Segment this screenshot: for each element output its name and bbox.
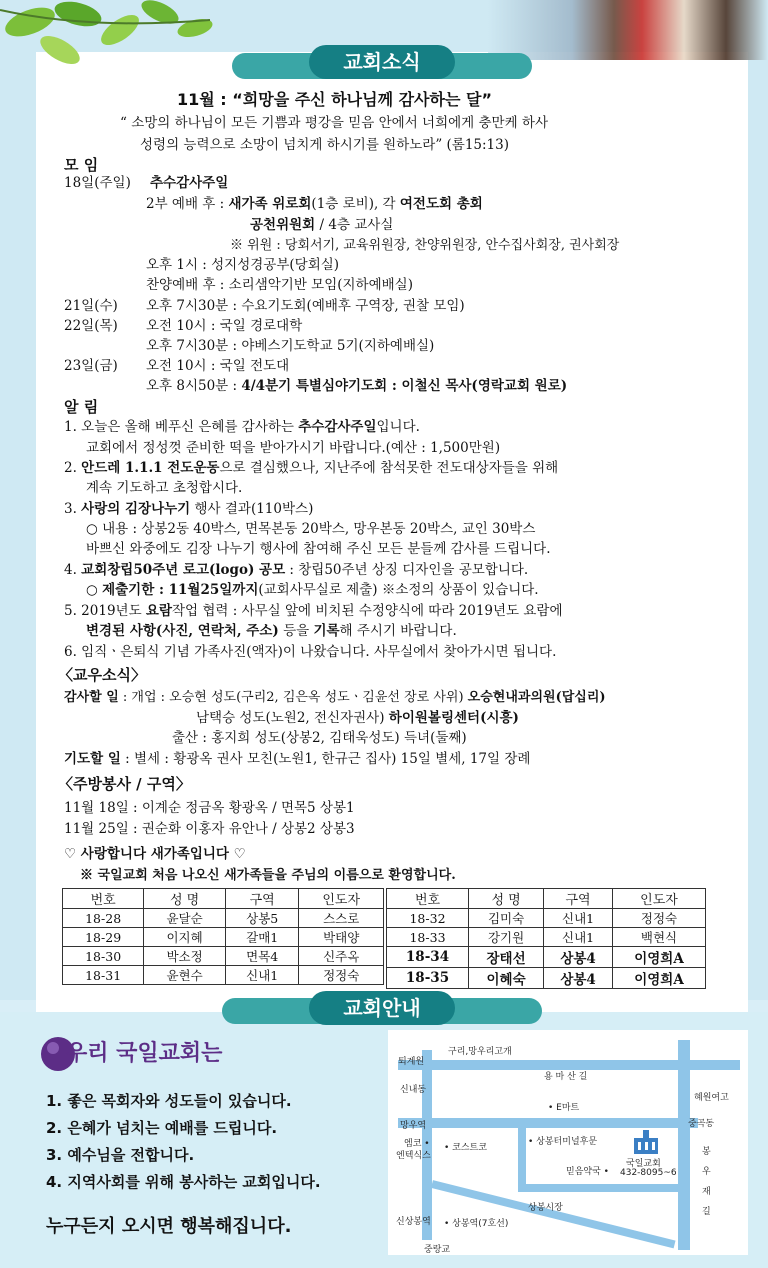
table-cell: 백현식	[613, 928, 706, 947]
church-location-map	[388, 1030, 748, 1255]
notice-text: : 창립50주년 상징 디자인을 공모합니다.	[285, 562, 529, 578]
map-label: 용 마 산 길	[544, 1072, 588, 1082]
table-cell: 상봉5	[225, 909, 298, 928]
newcomers-table-right	[386, 888, 706, 989]
meeting-day: 22일(목)	[64, 318, 118, 334]
map-label: 믿음약국 •	[566, 1167, 609, 1177]
column-header: 인도자	[613, 889, 706, 909]
meeting-text-bold: 공천위원회	[250, 217, 316, 233]
table-cell: 박소정	[144, 947, 226, 966]
road-junggok	[398, 1118, 698, 1128]
road-inner-vertical	[518, 1128, 526, 1188]
map-label: 우	[702, 1167, 711, 1177]
notice-text-bold: 제출기한 : 11월25일까지	[102, 582, 259, 598]
member-text-bold: 하이원볼링센터(시흥)	[388, 710, 519, 726]
table-cell: 강기원	[469, 928, 544, 947]
meeting-text: 오후 8시50분 :	[146, 378, 242, 394]
meeting-day: 23일(금)	[64, 358, 118, 374]
notice-text: (교회사무실로 제출) ※소정의 상품이 있습니다.	[258, 582, 539, 598]
table-cell: 18-33	[387, 928, 469, 947]
table-row	[63, 909, 384, 928]
month-theme-title: 11월 : “희망을 주신 하나님께 감사하는 달”	[177, 90, 492, 109]
meeting-text: (1층 로비), 각	[311, 196, 400, 212]
notice-text: 2.	[64, 460, 82, 476]
intro-item: 1. 좋은 목회자와 성도들이 있습니다.	[46, 1092, 292, 1110]
column-header: 성 명	[144, 889, 226, 909]
table-cell: 신내1	[544, 928, 613, 947]
church-building-icon	[632, 1130, 660, 1154]
notice-text: 4.	[64, 562, 82, 578]
table-cell: 정정숙	[299, 966, 384, 985]
map-label-church: 국일교회	[626, 1159, 661, 1169]
notice-text: 3.	[64, 501, 82, 517]
table-cell: 정정숙	[613, 909, 706, 928]
meeting-day: 18일(주일)	[64, 175, 131, 191]
table-cell: 상봉4	[544, 947, 613, 968]
service-line: 11월 18일 : 이계순 정금옥 황광옥 / 면목5 상봉1	[64, 800, 355, 816]
meeting-text-bold: 4/4분기 특별심야기도회 : 이철신 목사(영락교회 원로)	[241, 378, 568, 394]
column-header: 번호	[387, 889, 469, 909]
table-row	[387, 968, 706, 989]
table-row	[63, 928, 384, 947]
table-cell: 장태선	[469, 947, 544, 968]
column-header: 구역	[225, 889, 298, 909]
notice-line	[86, 581, 539, 600]
map-label: 엔텍식스	[396, 1151, 431, 1161]
table-cell: 상봉4	[544, 968, 613, 989]
notice-line: 6. 임직ㆍ은퇴식 기념 가족사진(액자)이 나왔습니다. 사무실에서 찾아가시면 됩니다.	[64, 644, 557, 660]
notice-line	[64, 459, 558, 478]
table-cell: 이혜숙	[469, 968, 544, 989]
intro-item: 4. 지역사회를 위해 봉사하는 교회입니다.	[46, 1173, 321, 1191]
table-row	[387, 909, 706, 928]
map-label: 혜원여고	[694, 1093, 729, 1103]
map-label: 상봉시장	[528, 1203, 563, 1213]
notice-text-bold: 변경된 사항(사진, 연락처, 주소)	[86, 623, 279, 639]
table-cell: 스스로	[299, 909, 384, 928]
service-line: 11월 25일 : 권순화 이홍자 유안나 / 상봉2 상봉3	[64, 821, 355, 837]
table-cell: 18-28	[63, 909, 144, 928]
meeting-text: / 4층 교사실	[315, 217, 394, 233]
table-cell: 면목4	[225, 947, 298, 966]
notice-text-bold: 안드레 1.1.1 전도운동	[81, 460, 220, 476]
notice-text: 등을	[278, 623, 314, 639]
intro-item: 2. 은혜가 넘치는 예배를 드립니다.	[46, 1119, 278, 1137]
meeting-line: 오후 7시30분 : 야베스기도학교 5기(지하예배실)	[146, 338, 435, 354]
member-line: 출산 : 홍지희 성도(상봉2, 김태욱성도) 득녀(둘째)	[172, 730, 467, 746]
notice-text: 으로 결심했으나, 지난주에 참석못한 전도대상자들을 위해	[219, 460, 559, 476]
member-text: 남택승 성도(노원2, 전신자권사)	[196, 710, 389, 726]
table-cell: 갈매1	[225, 928, 298, 947]
notice-line: 바쁘신 와중에도 김장 나누기 행사에 참여해 주신 모든 분들께 감사를 드립니다.	[86, 541, 551, 557]
table-row	[63, 966, 384, 985]
meeting-line	[146, 377, 567, 396]
meeting-text: 2부 예배 후 :	[146, 196, 229, 212]
meetings-heading: 모 임	[64, 156, 99, 174]
meeting-line: 찬양예배 후 : 소리샘악기반 모임(지하예배실)	[146, 277, 413, 293]
table-cell: 신내1	[544, 909, 613, 928]
newcomers-heading: ♡ 사랑합니다 새가족입니다 ♡	[64, 846, 246, 862]
table-cell: 박태양	[299, 928, 384, 947]
road-sangbong-market	[518, 1184, 678, 1192]
intro-closing: 누구든지 오시면 행복해집니다.	[46, 1216, 292, 1237]
table-cell: 이영희A	[613, 947, 706, 968]
news-section-title: 교회소식	[309, 45, 455, 79]
meeting-text-bold: 새가족 위로회	[228, 196, 312, 212]
table-cell: 윤현수	[144, 966, 226, 985]
meeting-line	[250, 216, 393, 235]
map-label: 중랑교	[424, 1245, 451, 1255]
table-cell: 18-35	[387, 968, 469, 989]
notice-text-bold: 기록	[313, 623, 340, 639]
map-label: • 상봉터미널후문	[528, 1137, 598, 1147]
member-text-bold: 오승현내과의원(답십리)	[467, 690, 606, 705]
map-label: • E마트	[548, 1103, 580, 1113]
map-label: 신상봉역	[396, 1217, 431, 1227]
table-cell: 이영희A	[613, 968, 706, 989]
map-label: 구리,망우리고개	[448, 1047, 512, 1057]
table-row	[387, 928, 706, 947]
notice-line: 계속 기도하고 초청합시다.	[86, 480, 243, 496]
map-label: • 상봉역(7호선)	[444, 1219, 509, 1229]
meeting-line: ※ 위원 : 당회서기, 교육위원장, 찬양위원장, 안수집사회장, 권사회장	[230, 238, 620, 253]
members-heading: 〈교우소식〉	[58, 666, 146, 684]
notice-line	[64, 500, 313, 519]
road-right-vertical	[678, 1040, 690, 1250]
meeting-day: 21일(수)	[64, 298, 118, 314]
notice-text-bold: 교회창립50주년 로고(logo) 공모	[81, 562, 286, 578]
intro-item: 3. 예수님을 전합니다.	[46, 1146, 195, 1164]
table-cell: 18-30	[63, 947, 144, 966]
notice-line	[64, 418, 420, 437]
notice-text: 행사 결과(110박스)	[190, 501, 314, 517]
map-label: • 코스트코	[444, 1143, 487, 1153]
notice-text: 작업 협력 : 사무실 앞에 비치된 수정양식에 따라 2019년도 요람에	[172, 603, 563, 619]
column-header: 구역	[544, 889, 613, 909]
newcomers-table-left	[62, 888, 384, 985]
map-label: 봉	[702, 1147, 711, 1157]
column-header: 번호	[63, 889, 144, 909]
notice-text-bold: 요람	[145, 603, 172, 619]
member-text: : 개업 : 오승현 성도(구리2, 김은옥 성도ㆍ김윤선 장로 사위)	[118, 690, 468, 705]
meeting-line: 오후 1시 : 성지성경공부(당회실)	[146, 257, 340, 273]
member-line	[64, 750, 530, 769]
meeting-line	[146, 195, 483, 214]
table-cell: 18-32	[387, 909, 469, 928]
verse-line-1: “ 소망의 하나님이 모든 기쁨과 평강을 믿음 안에서 너희에게 충만케 하사	[120, 115, 549, 131]
table-row	[63, 947, 384, 966]
notice-text: ○	[86, 582, 103, 598]
map-label: 망우역	[400, 1121, 427, 1131]
table-cell: 18-34	[387, 947, 469, 968]
intro-heading: 우리 국일교회는	[66, 1041, 223, 1066]
table-cell: 18-29	[63, 928, 144, 947]
guide-section-title: 교회안내	[309, 991, 455, 1025]
service-heading: 〈주방봉사 / 구역〉	[58, 775, 191, 793]
table-row	[387, 947, 706, 968]
meeting-line: 오전 10시 : 국일 전도대	[146, 358, 290, 374]
notice-text: 5. 2019년도	[64, 603, 146, 619]
map-label: 중곡동	[688, 1119, 715, 1129]
notice-text: 입니다.	[376, 419, 420, 435]
notice-text-bold: 추수감사주일	[298, 419, 377, 435]
map-label: 신내동	[400, 1085, 427, 1095]
table-cell: 18-31	[63, 966, 144, 985]
notice-line: 교회에서 정성껏 준비한 떡을 받아가시기 바랍니다.(예산 : 1,500만원)	[86, 440, 501, 456]
member-line	[196, 709, 519, 728]
meeting-text: 추수감사주일	[150, 175, 229, 191]
notice-text-bold: 사랑의 김장나누기	[81, 501, 191, 517]
notice-text: 해 주시기 바랍니다.	[339, 623, 457, 639]
meeting-line: 오후 7시30분 : 수요기도회(예배후 구역장, 권찰 모임)	[146, 298, 465, 314]
table-cell: 김미숙	[469, 909, 544, 928]
meeting-line: 오전 10시 : 국일 경로대학	[146, 318, 303, 334]
map-label: 엠코 •	[404, 1139, 430, 1149]
map-label: 퇴계원	[398, 1057, 425, 1067]
notices-heading: 알 림	[64, 398, 99, 416]
leaves-decoration	[0, 0, 230, 80]
meeting-text-bold: 여전도회 총회	[399, 196, 483, 212]
member-text-bold: 기도할 일	[64, 751, 121, 767]
notice-line	[86, 622, 457, 641]
map-label: 재	[702, 1187, 711, 1197]
member-text-bold: 감사할 일	[64, 690, 119, 705]
table-cell: 윤달순	[144, 909, 226, 928]
choir-photo	[488, 0, 768, 60]
member-line	[64, 688, 606, 707]
verse-line-2: 성령의 능력으로 소망이 넘치게 하시기를 원하노라” (롬15:13)	[140, 137, 509, 153]
notice-text: 1. 오늘은 올해 베푸신 은혜를 감사하는	[64, 419, 299, 435]
table-cell: 신주옥	[299, 947, 384, 966]
column-header: 성 명	[469, 889, 544, 909]
table-header-row	[387, 889, 706, 909]
member-text: : 별세 : 황광옥 권사 모친(노원1, 한규근 집사) 15일 별세, 17일 장례	[120, 751, 531, 767]
table-header-row	[63, 889, 384, 909]
notice-line: ○ 내용 : 상봉2동 40박스, 면목본동 20박스, 망우본동 20박스, 교인 30박스	[86, 521, 536, 537]
map-label: 길	[702, 1207, 711, 1217]
column-header: 인도자	[299, 889, 384, 909]
table-cell: 신내1	[225, 966, 298, 985]
notice-line	[64, 602, 563, 621]
notice-line	[64, 561, 528, 580]
newcomers-subheading: ※ 국일교회 처음 나오신 새가족들을 주님의 이름으로 환영합니다.	[80, 868, 456, 883]
map-label-phone: 432-8095~6	[620, 1168, 677, 1178]
table-cell: 이지혜	[144, 928, 226, 947]
